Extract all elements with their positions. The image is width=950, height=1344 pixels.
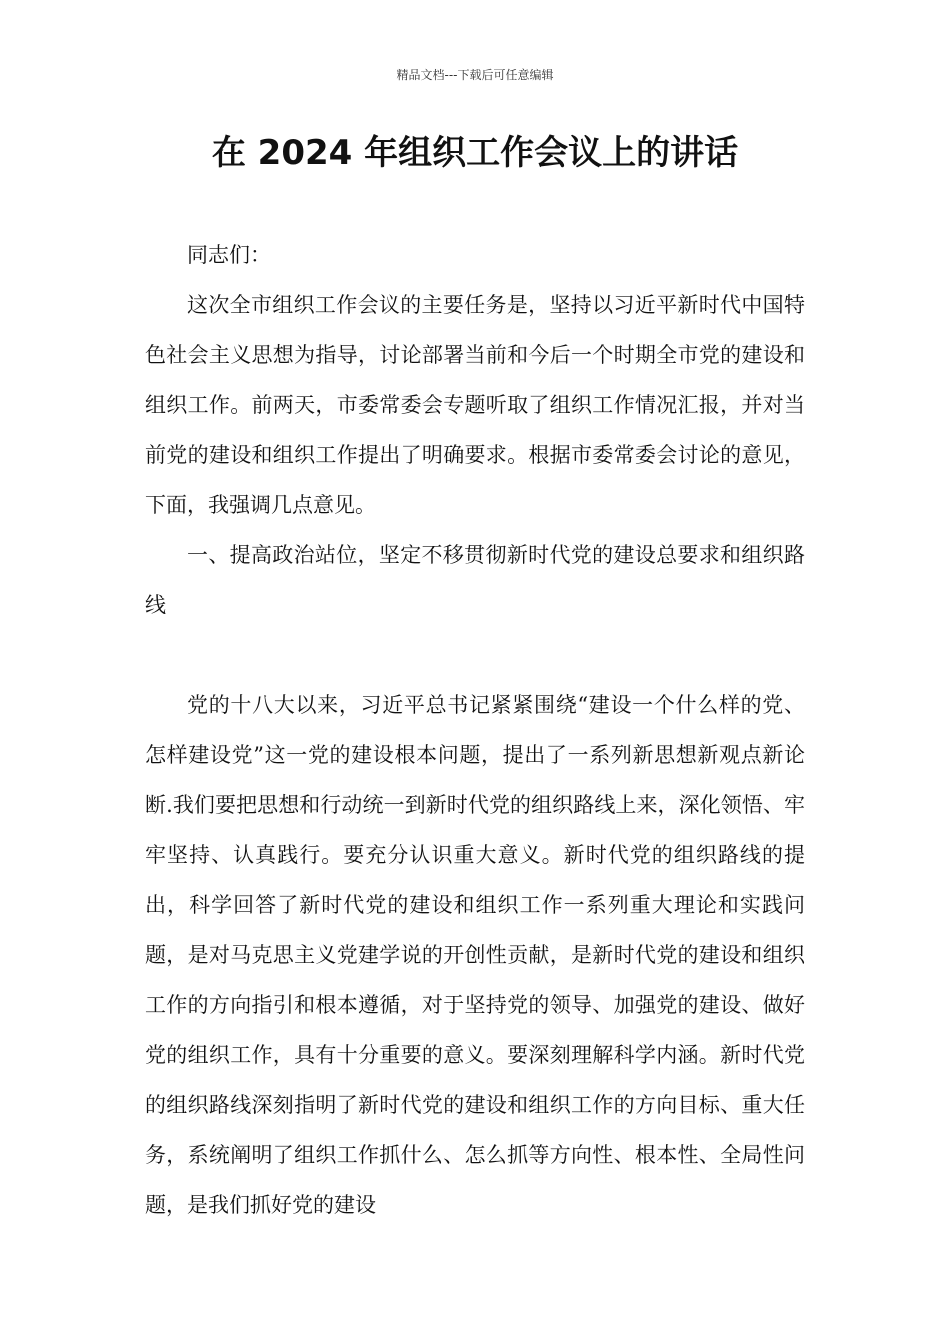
page-header: 精品文档---下载后可任意编辑	[396, 68, 554, 82]
document-body-bottom	[145, 680, 805, 1230]
salutation: 同志们：	[187, 243, 271, 267]
section-body-paragraph: 党的十八大以来，习近平总书记紧紧围绕“建设一个什么样的党、怎样建设党”这一党的建设根本问题，提出了一系列新思想新观点新论断.我们要把思想和行动统一到新时代党的组织路线上来，深化领悟、牢牢坚持、认真践行。要充分认识重大意义。新时代党的组织路线的提出，科学回答了新时代党的建设和组织工作一系列重大理论和实践问题，是对马克思主义党建学说的开创性贡献，是新时代党的建设和组织工作的方向指引和根本遵循，对于坚持党的领导、加强党的建设、做好党的组织工作，具有十分重要的意义。要深刻理解科学内涵。新时代党的组织路线深刻指明了新时代党的建设和组织工作的方向目标、重大任务，系统阐明了组织工作抓什么、怎么抓等方向性、根本性、全局性问题，是我们抓好党的建设	[145, 693, 805, 1217]
document-body-top	[145, 230, 805, 630]
intro-paragraph: 这次全市组织工作会议的主要任务是，坚持以习近平新时代中国特色社会主义思想为指导，讨论部署当前和今后一个时期全市党的建设和组织工作。前两天，市委常委会专题听取了组织工作情况汇报，并对当前党的建设和组织工作提出了明确要求。根据市委常委会讨论的意见，下面，我强调几点意见。	[145, 293, 805, 517]
document-title: 在 2024 年组织工作会议上的讲话	[211, 133, 739, 173]
section-heading: 一、提高政治站位，坚定不移贯彻新时代党的建设总要求和组织路线	[145, 543, 805, 617]
